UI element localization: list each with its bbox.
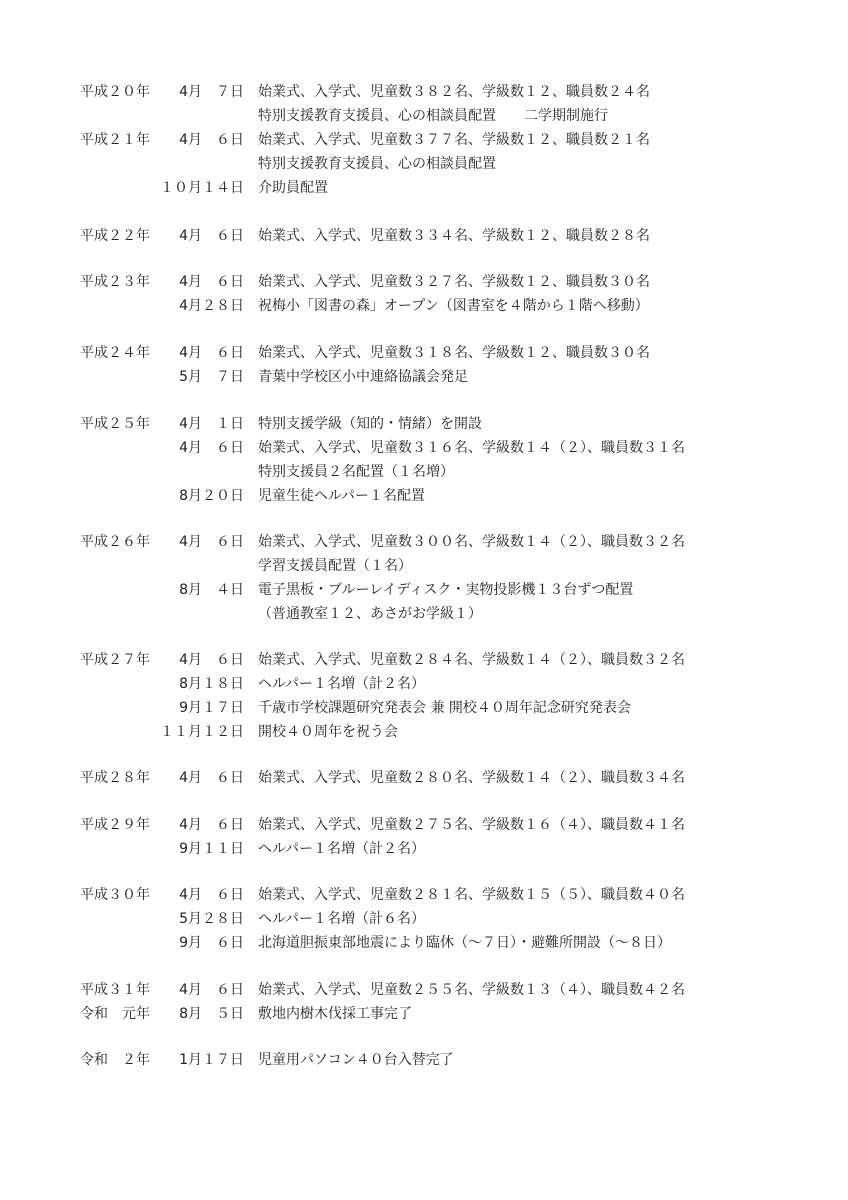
entry-date: 8月 ５日 [179, 1006, 244, 1022]
entry-date: 4月 １日 [179, 416, 244, 432]
entry-date: 8月 ４日 [179, 582, 244, 598]
entry-date: 4月 ６日 [179, 534, 244, 550]
entry-date: 9月１１日 [179, 841, 244, 857]
entry-date: 4月 ６日 [179, 817, 244, 833]
entry-text: 始業式、入学式、児童数２５５名、学級数１３（４）、職員数４２名 [258, 982, 685, 998]
entry-date: 4月 ６日 [179, 770, 244, 786]
entry-text: 始業式、入学式、児童数３１８名、学級数１２、職員数３０名 [258, 345, 650, 361]
era-year: 平成２８年 [80, 770, 150, 786]
entry-text: 始業式、入学式、児童数２８１名、学級数１５（５）、職員数４０名 [258, 887, 685, 903]
entry-date: 4月 ６日 [179, 274, 244, 290]
entry-date: 4月 ６日 [179, 982, 244, 998]
entry-date: 8月１８日 [179, 676, 244, 692]
entry-date: 5月 ７日 [179, 369, 244, 385]
entry-date: 8月２０日 [179, 488, 244, 504]
entry-text: 青葉中学校区小中連絡協議会発足 [258, 369, 468, 385]
entry-text: 始業式、入学式、児童数２７５名、学級数１６（４）、職員数４１名 [258, 817, 685, 833]
era-year: 平成２９年 [80, 817, 150, 833]
entry-text: 始業式、入学式、児童数３１６名、学級数１４（２）、職員数３１名 [258, 440, 685, 456]
entry-date: １０月１４日 [160, 180, 244, 196]
era-year: 令和 ２年 [80, 1052, 150, 1068]
entry-text: 始業式、入学式、児童数２８４名、学級数１４（２）、職員数３２名 [258, 652, 685, 668]
era-year: 平成２４年 [80, 345, 150, 361]
era-year: 令和 元年 [80, 1006, 150, 1022]
entry-text: 特別支援学級（知的・情緒）を開設 [258, 416, 482, 432]
entry-text: 始業式、入学式、児童数２８０名、学級数１４（２）、職員数３４名 [258, 770, 685, 786]
entry-text: 北海道胆振東部地震により臨休（～７日）・避難所開設（～８日） [258, 935, 671, 951]
entry-date: 4月 ６日 [179, 132, 244, 148]
entry-text: 電子黒板・ブルーレイディスク・実物投影機１３台ずつ配置 [258, 582, 634, 598]
entry-date: 4月 ６日 [179, 345, 244, 361]
era-year: 平成２７年 [80, 652, 150, 668]
entry-text: 児童生徒ヘルパー１名配置 [258, 488, 426, 504]
entry-text: （普通教室１２、あさがお学級１） [258, 606, 482, 622]
entry-text: 始業式、入学式、児童数３００名、学級数１４（２）、職員数３２名 [258, 534, 685, 550]
entry-text: 敷地内樹木伐採工事完了 [258, 1006, 412, 1022]
entry-date: 4月 ７日 [179, 84, 244, 100]
era-year: 平成２１年 [80, 132, 150, 148]
entry-text: 始業式、入学式、児童数３８２名、学級数１２、職員数２４名 [258, 84, 650, 100]
entry-text: 児童用パソコン４０台入替完了 [258, 1052, 454, 1068]
era-year: 平成２６年 [80, 534, 150, 550]
entry-text: 特別支援教育支援員、心の相談員配置 [258, 156, 496, 172]
entry-text: 始業式、入学式、児童数３２７名、学級数１２、職員数３０名 [258, 274, 650, 290]
entry-date: 4月 ６日 [179, 440, 244, 456]
era-year: 平成２０年 [80, 84, 150, 100]
entry-text: 祝梅小「図書の森」オープン（図書室を４階から１階へ移動） [258, 298, 649, 314]
entry-date: 5月２８日 [179, 911, 244, 927]
era-year: 平成３０年 [80, 887, 150, 903]
entry-text: ヘルパー１名増（計２名） [258, 676, 426, 692]
entry-text: ヘルパー１名増（計２名） [258, 841, 426, 857]
entry-date: 4月 ６日 [179, 228, 244, 244]
entry-text: ヘルパー１名増（計６名） [258, 911, 426, 927]
entry-text: 学習支援員配置（１名） [258, 558, 412, 574]
entry-date: 4月 ６日 [179, 887, 244, 903]
entry-text: 始業式、入学式、児童数３３４名、学級数１２、職員数２８名 [258, 228, 650, 244]
entry-date: １１月１２日 [160, 724, 244, 740]
entry-text: 千歳市学校課題研究発表会 兼 開校４０周年記念研究発表会 [258, 700, 631, 716]
entry-date: 9月１７日 [179, 700, 244, 716]
entry-date: 1月１７日 [179, 1052, 244, 1068]
entry-text: 介助員配置 [258, 180, 328, 196]
entry-date: 9月 ６日 [179, 935, 244, 951]
entry-date: 4月 ６日 [179, 652, 244, 668]
entry-date: 4月２８日 [179, 298, 244, 314]
era-year: 平成３１年 [80, 982, 150, 998]
entry-text: 特別支援教育支援員、心の相談員配置 二学期制施行 [258, 108, 608, 124]
era-year: 平成２５年 [80, 416, 150, 432]
entry-text: 始業式、入学式、児童数３７７名、学級数１２、職員数２１名 [258, 132, 650, 148]
era-year: 平成２２年 [80, 228, 150, 244]
era-year: 平成２３年 [80, 274, 150, 290]
entry-text: 特別支援員２名配置（１名増） [258, 464, 454, 480]
entry-text: 開校４０周年を祝う会 [258, 724, 398, 740]
